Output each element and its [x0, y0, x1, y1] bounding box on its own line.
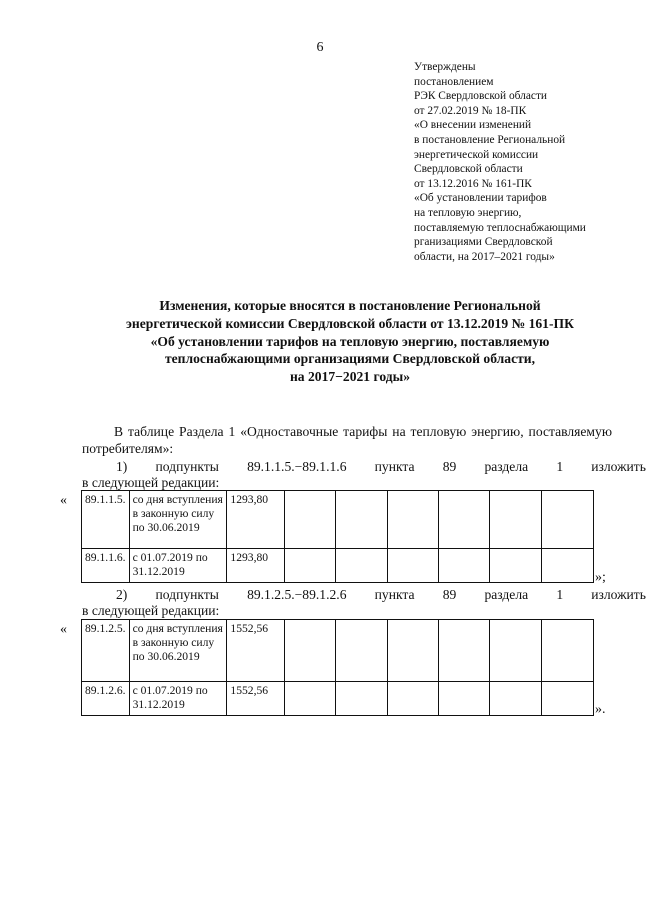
cell-empty: [336, 491, 388, 549]
table-row: [82, 491, 594, 549]
cell-code: 89.1.2.5.: [82, 620, 130, 682]
cell-empty: [490, 620, 542, 682]
item-word: раздела: [484, 587, 529, 602]
item-word: изложить: [591, 587, 646, 602]
approval-line: рганизациями Свердловской: [414, 236, 553, 249]
table-row: [82, 620, 594, 682]
cell-empty: [490, 549, 542, 583]
approval-line: от 27.02.2019 № 18-ПК: [414, 104, 527, 117]
item-word: подпункты: [155, 587, 219, 602]
title-line: теплоснабжающими организациями Свердловской области,: [164, 351, 536, 367]
approval-line: Свердловской области: [414, 163, 523, 176]
approval-block: [414, 60, 624, 264]
title-line: Изменения, которые вносятся в постановление Региональной: [159, 298, 541, 313]
approval-line: в постановление Региональной: [414, 133, 566, 146]
item-word: раздела: [484, 459, 529, 474]
approval-line: поставляемую теплоснабжающими: [414, 221, 586, 234]
item-word: пункта: [374, 587, 415, 602]
cell-empty: [438, 491, 490, 549]
approval-line: от 13.12.2016 № 161-ПК: [414, 177, 532, 190]
item-word: изложить: [591, 459, 646, 474]
cell-period: с 01.07.2019 по 31.12.2019: [129, 682, 227, 716]
cell-empty: [542, 620, 594, 682]
approval-line: области, на 2017–2021 годы»: [414, 250, 555, 263]
approval-line: Утверждены: [414, 61, 476, 73]
cell-empty: [542, 549, 594, 583]
item-word: пункта: [374, 459, 415, 474]
cell-empty: [490, 682, 542, 716]
item-2-line2: в следующей редакции:: [82, 603, 220, 618]
cell-value: 1293,80: [227, 491, 285, 549]
item-word: 89.1.2.5.−89.1.2.6: [247, 587, 347, 602]
item-word: подпункты: [155, 459, 219, 474]
cell-value: 1293,80: [227, 549, 285, 583]
title-line: энергетической комиссии Свердловской области от 13.12.2019 № 161-ПК: [126, 315, 574, 331]
cell-empty: [336, 620, 388, 682]
cell-empty: [285, 620, 336, 682]
page-number: 6: [316, 40, 324, 55]
table-row: [82, 682, 594, 716]
cell-empty: [387, 549, 438, 583]
cell-empty: [438, 549, 490, 583]
open-quote: «: [60, 493, 67, 508]
cell-code: 89.1.1.6.: [82, 549, 130, 583]
open-quote: «: [60, 622, 67, 637]
tariff-table-1: [81, 490, 594, 583]
cell-period: со дня вступления в законную силу по 30.06.2019: [129, 491, 227, 549]
approval-line: «Об установлении тарифов: [414, 192, 547, 205]
approval-line: энергетической комиссии: [414, 148, 539, 161]
item-1-line2: в следующей редакции:: [82, 475, 220, 490]
close-quote-1: »;: [595, 570, 606, 585]
item-word: 89: [442, 459, 457, 474]
cell-empty: [285, 549, 336, 583]
item-2-line1: [82, 587, 646, 604]
cell-empty: [336, 549, 388, 583]
item-word: 89: [442, 587, 457, 602]
cell-empty: [387, 620, 438, 682]
cell-empty: [285, 682, 336, 716]
cell-empty: [542, 491, 594, 549]
approval-line: постановлением: [414, 75, 494, 88]
cell-period: с 01.07.2019 по 31.12.2019: [129, 549, 227, 583]
table-row: [82, 549, 594, 583]
cell-value: 1552,56: [227, 620, 285, 682]
item-word: 1: [556, 459, 564, 474]
item-word: 2): [116, 587, 128, 602]
approval-line: «О внесении изменений: [414, 119, 532, 132]
item-word: 89.1.1.5.−89.1.1.6: [247, 459, 347, 474]
cell-empty: [336, 682, 388, 716]
item-word: 1): [116, 459, 128, 474]
close-quote-2: ».: [595, 702, 606, 717]
item-word: 1: [556, 587, 564, 602]
cell-period: со дня вступления в законную силу по 30.06.2019: [129, 620, 227, 682]
cell-empty: [387, 682, 438, 716]
cell-empty: [285, 491, 336, 549]
cell-code: 89.1.2.6.: [82, 682, 130, 716]
title-line: «Об установлении тарифов на тепловую энергию, поставляемую: [150, 333, 550, 349]
cell-empty: [490, 491, 542, 549]
cell-empty: [438, 682, 490, 716]
item-1-line1: [82, 459, 646, 476]
approval-line: на тепловую энергию,: [414, 206, 522, 219]
cell-code: 89.1.1.5.: [82, 491, 130, 549]
approval-line: РЭК Свердловской области: [414, 90, 548, 103]
tariff-table-2: [81, 619, 594, 716]
intro-paragraph: В таблице Раздела 1 «Одноставочные тарифы на тепловую энергию, поставляемую потребителям»:: [82, 424, 612, 456]
cell-value: 1552,56: [227, 682, 285, 716]
cell-empty: [438, 620, 490, 682]
cell-empty: [542, 682, 594, 716]
title-line: на 2017−2021 годы»: [289, 369, 411, 385]
document-title: [60, 297, 640, 386]
cell-empty: [387, 491, 438, 549]
